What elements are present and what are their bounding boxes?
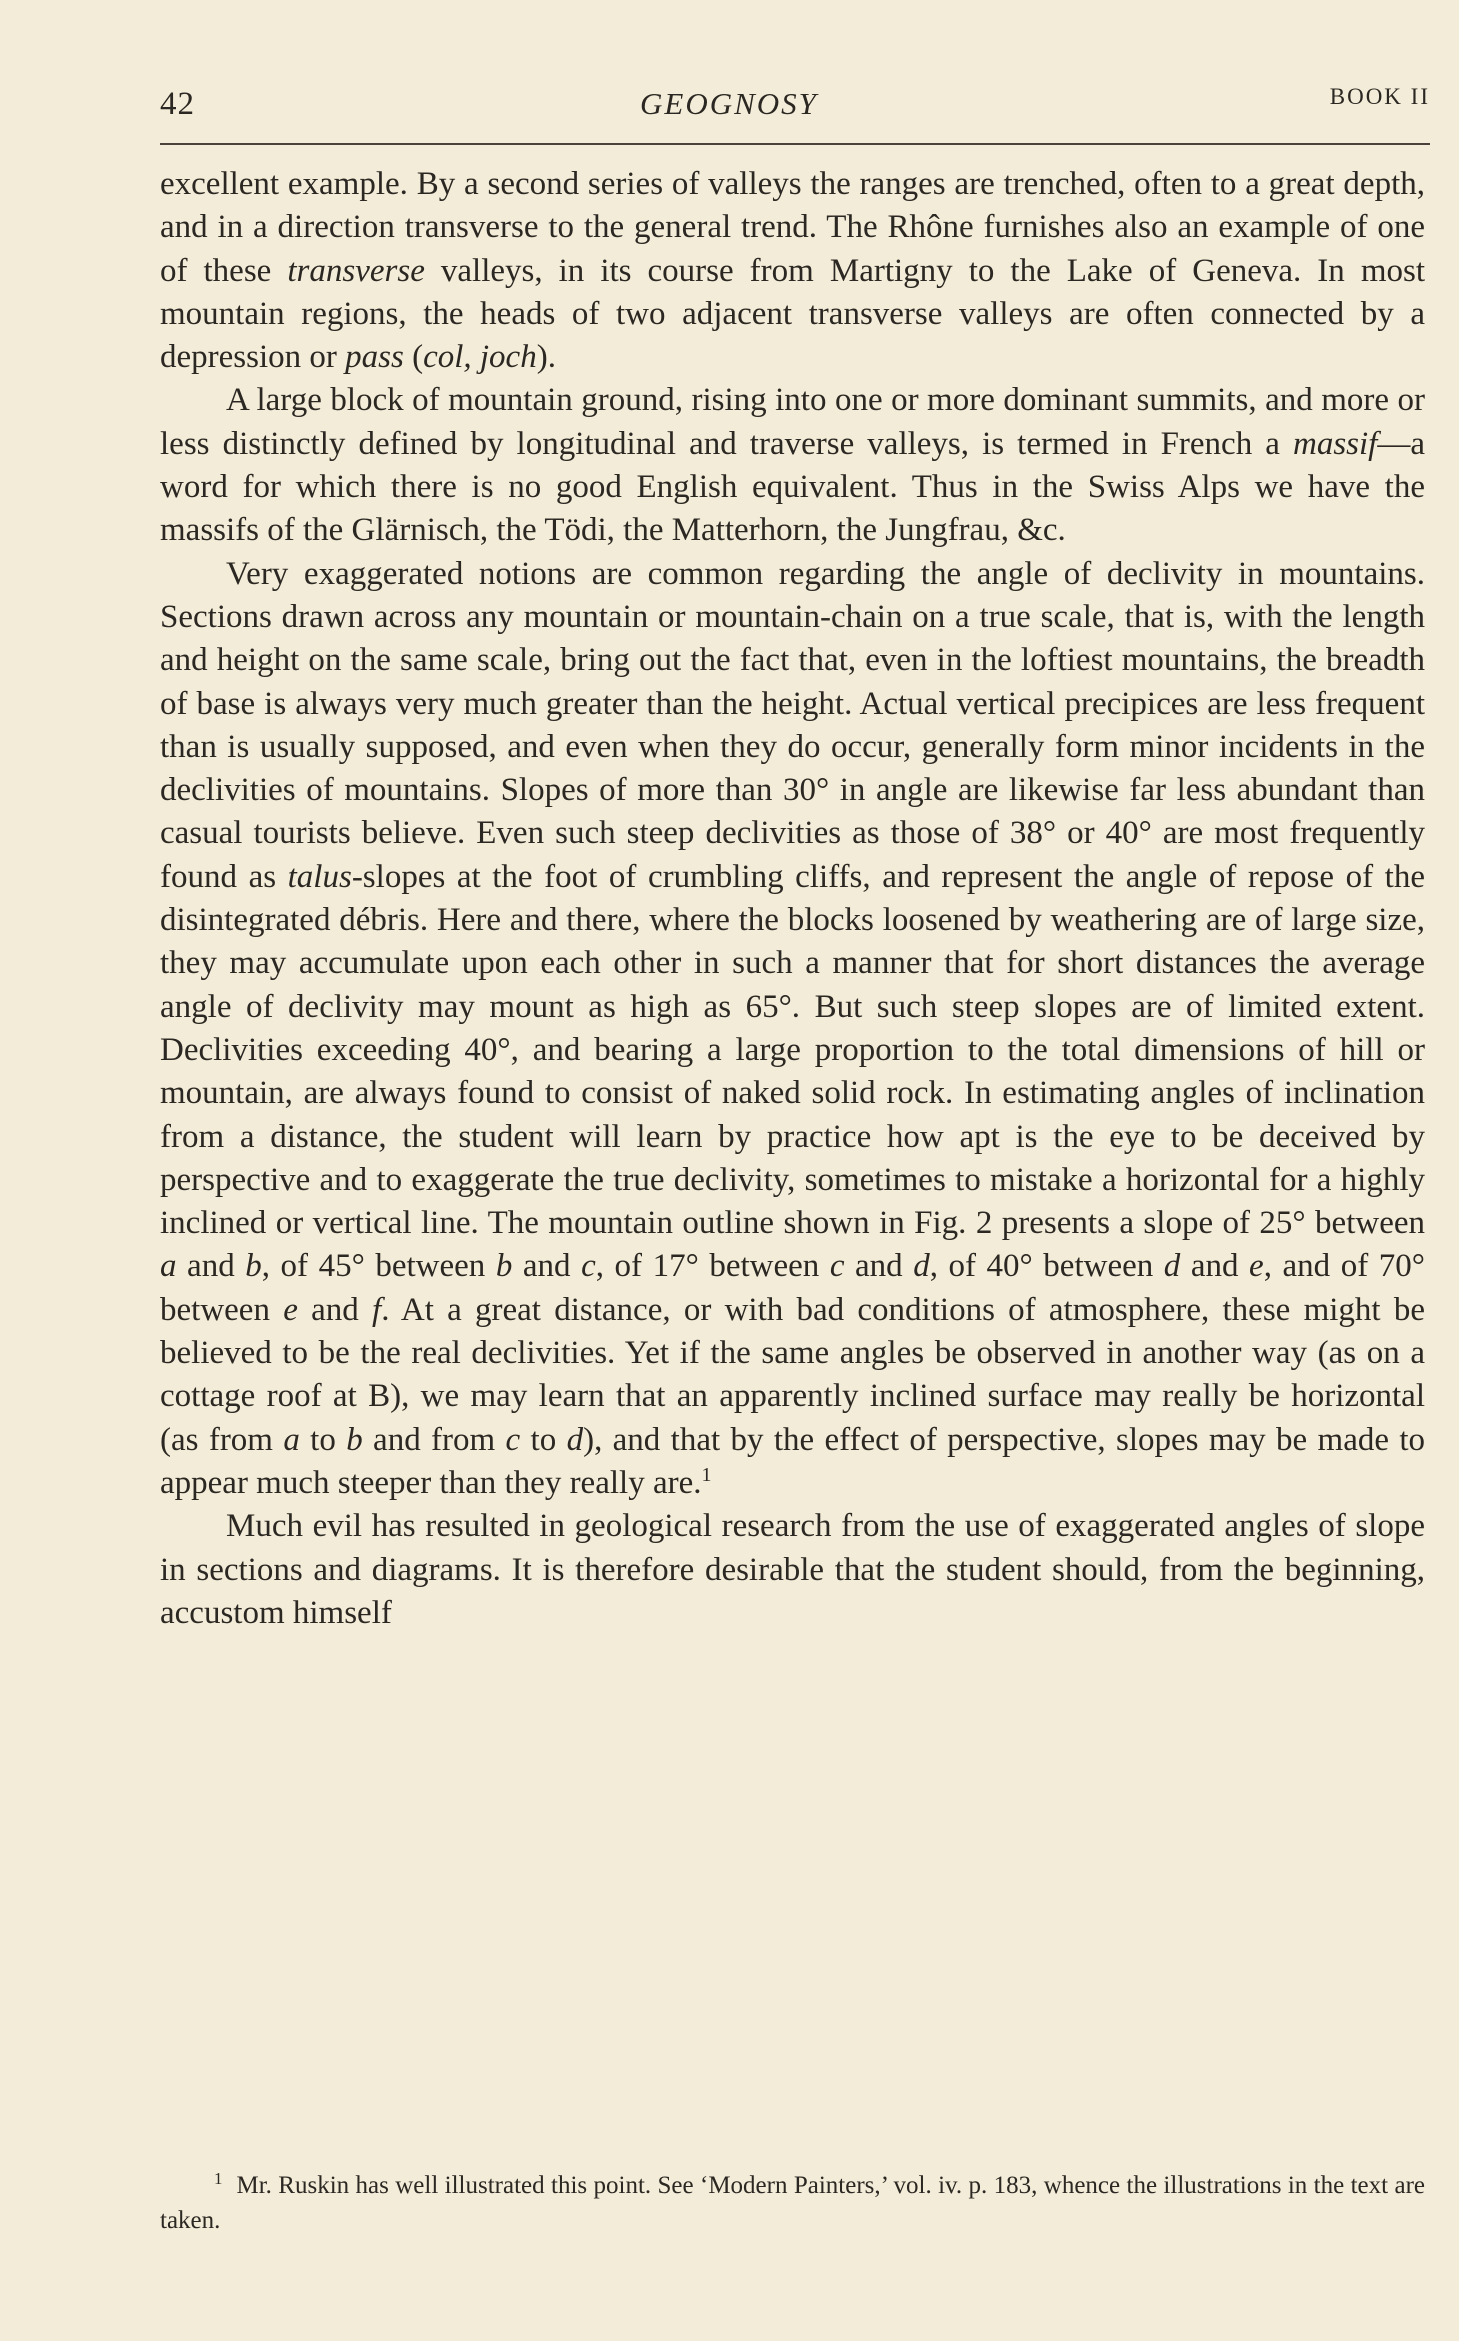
footnote-reference[interactable]: 1	[701, 1463, 712, 1486]
running-title: GEOGNOSY	[640, 86, 818, 121]
paragraph-1: excellent example. By a second series of valleys the ranges are trenched, often to a great depth, and in a direction transverse to the general trend. The Rhône furnishes also an example of one of these transverse valleys, in its course from Martigny to the Lake of Geneva. In most mountain regions, the heads of two adjacent transverse valleys are often connected by a depression or pass (col, joch).	[160, 166, 1425, 376]
page-number: 42	[160, 86, 195, 122]
body-text	[160, 163, 1425, 1635]
footnote	[160, 2168, 1425, 2238]
footnote-mark: 1	[214, 2168, 223, 2188]
header-rule	[160, 143, 1430, 145]
paragraph-4: Much evil has resulted in geological research from the use of exaggerated angles of slope in sections and diagrams. It is therefore desirable that the student should, from the beginning, accustom himself	[160, 1508, 1425, 1631]
running-head	[160, 76, 1430, 136]
paragraph-3: Very exaggerated notions are common regarding the angle of declivity in mountains. Sections drawn across any mountain or mountain-chain on a true scale, that is, with the length and height on the same scale, bring out the fact that, even in the loftiest mountains, the breadth of base is always very much greater than the height. Actual vertical precipices are less frequent than is usually supposed, and even when they do occur, generally form minor incidents in the declivities of mountains. Slopes of more than 30° in angle are likewise far less abundant than casual tourists believe. Even such steep declivities as those of 38° or 40° are most frequently found as talus-slopes at the foot of crumbling cliffs, and represent the angle of repose of the disintegrated débris. Here and there, where the blocks loosened by weathering are of large size, they may accumulate upon each other in such a manner that for short distances the average angle of declivity may mount as high as 65°. But such steep slopes are of limited extent. Declivities exceeding 40°, and bearing a large proportion to the total dimensions of hill or mountain, are always found to consist of naked solid rock. In estimating angles of inclination from a distance, the student will learn by practice how apt is the eye to be deceived by perspective and to exaggerate the true declivity, sometimes to mistake a horizontal for a highly inclined or vertical line. The mountain outline shown in Fig. 2 presents a slope of 25° between a and b, of 45° between b and c, of 17° between c and d, of 40° between d and e, and of 70° between e and f. At a great distance, or with bad conditions of atmosphere, these might be believed to be the real declivities. Yet if the same angles be observed in another way (as on a cottage roof at B), we may learn that an apparently inclined surface may really be horizontal (as from a to b and from c to d), and that by the effect of perspective, slopes may be made to appear much steeper than they really are.$^1$	[160, 555, 1426, 1501]
paragraph-2: A large block of mountain ground, rising into one or more dominant summits, and more or less distinctly defined by longitudinal and traverse valleys, is termed in French a massif—a word for which there is no good English equivalent. Thus in the Swiss Alps we have the massifs of the Glärnisch, the Tödi, the Matterhorn, the Jungfrau, &c.	[160, 382, 1425, 549]
book-label: BOOK II	[1329, 84, 1430, 109]
footnote-text: Mr. Ruskin has well illustrated this point. See ‘Modern Painters,’ vol. iv. p. 183, whence the illustrations in the text are taken.	[160, 2172, 1425, 2234]
